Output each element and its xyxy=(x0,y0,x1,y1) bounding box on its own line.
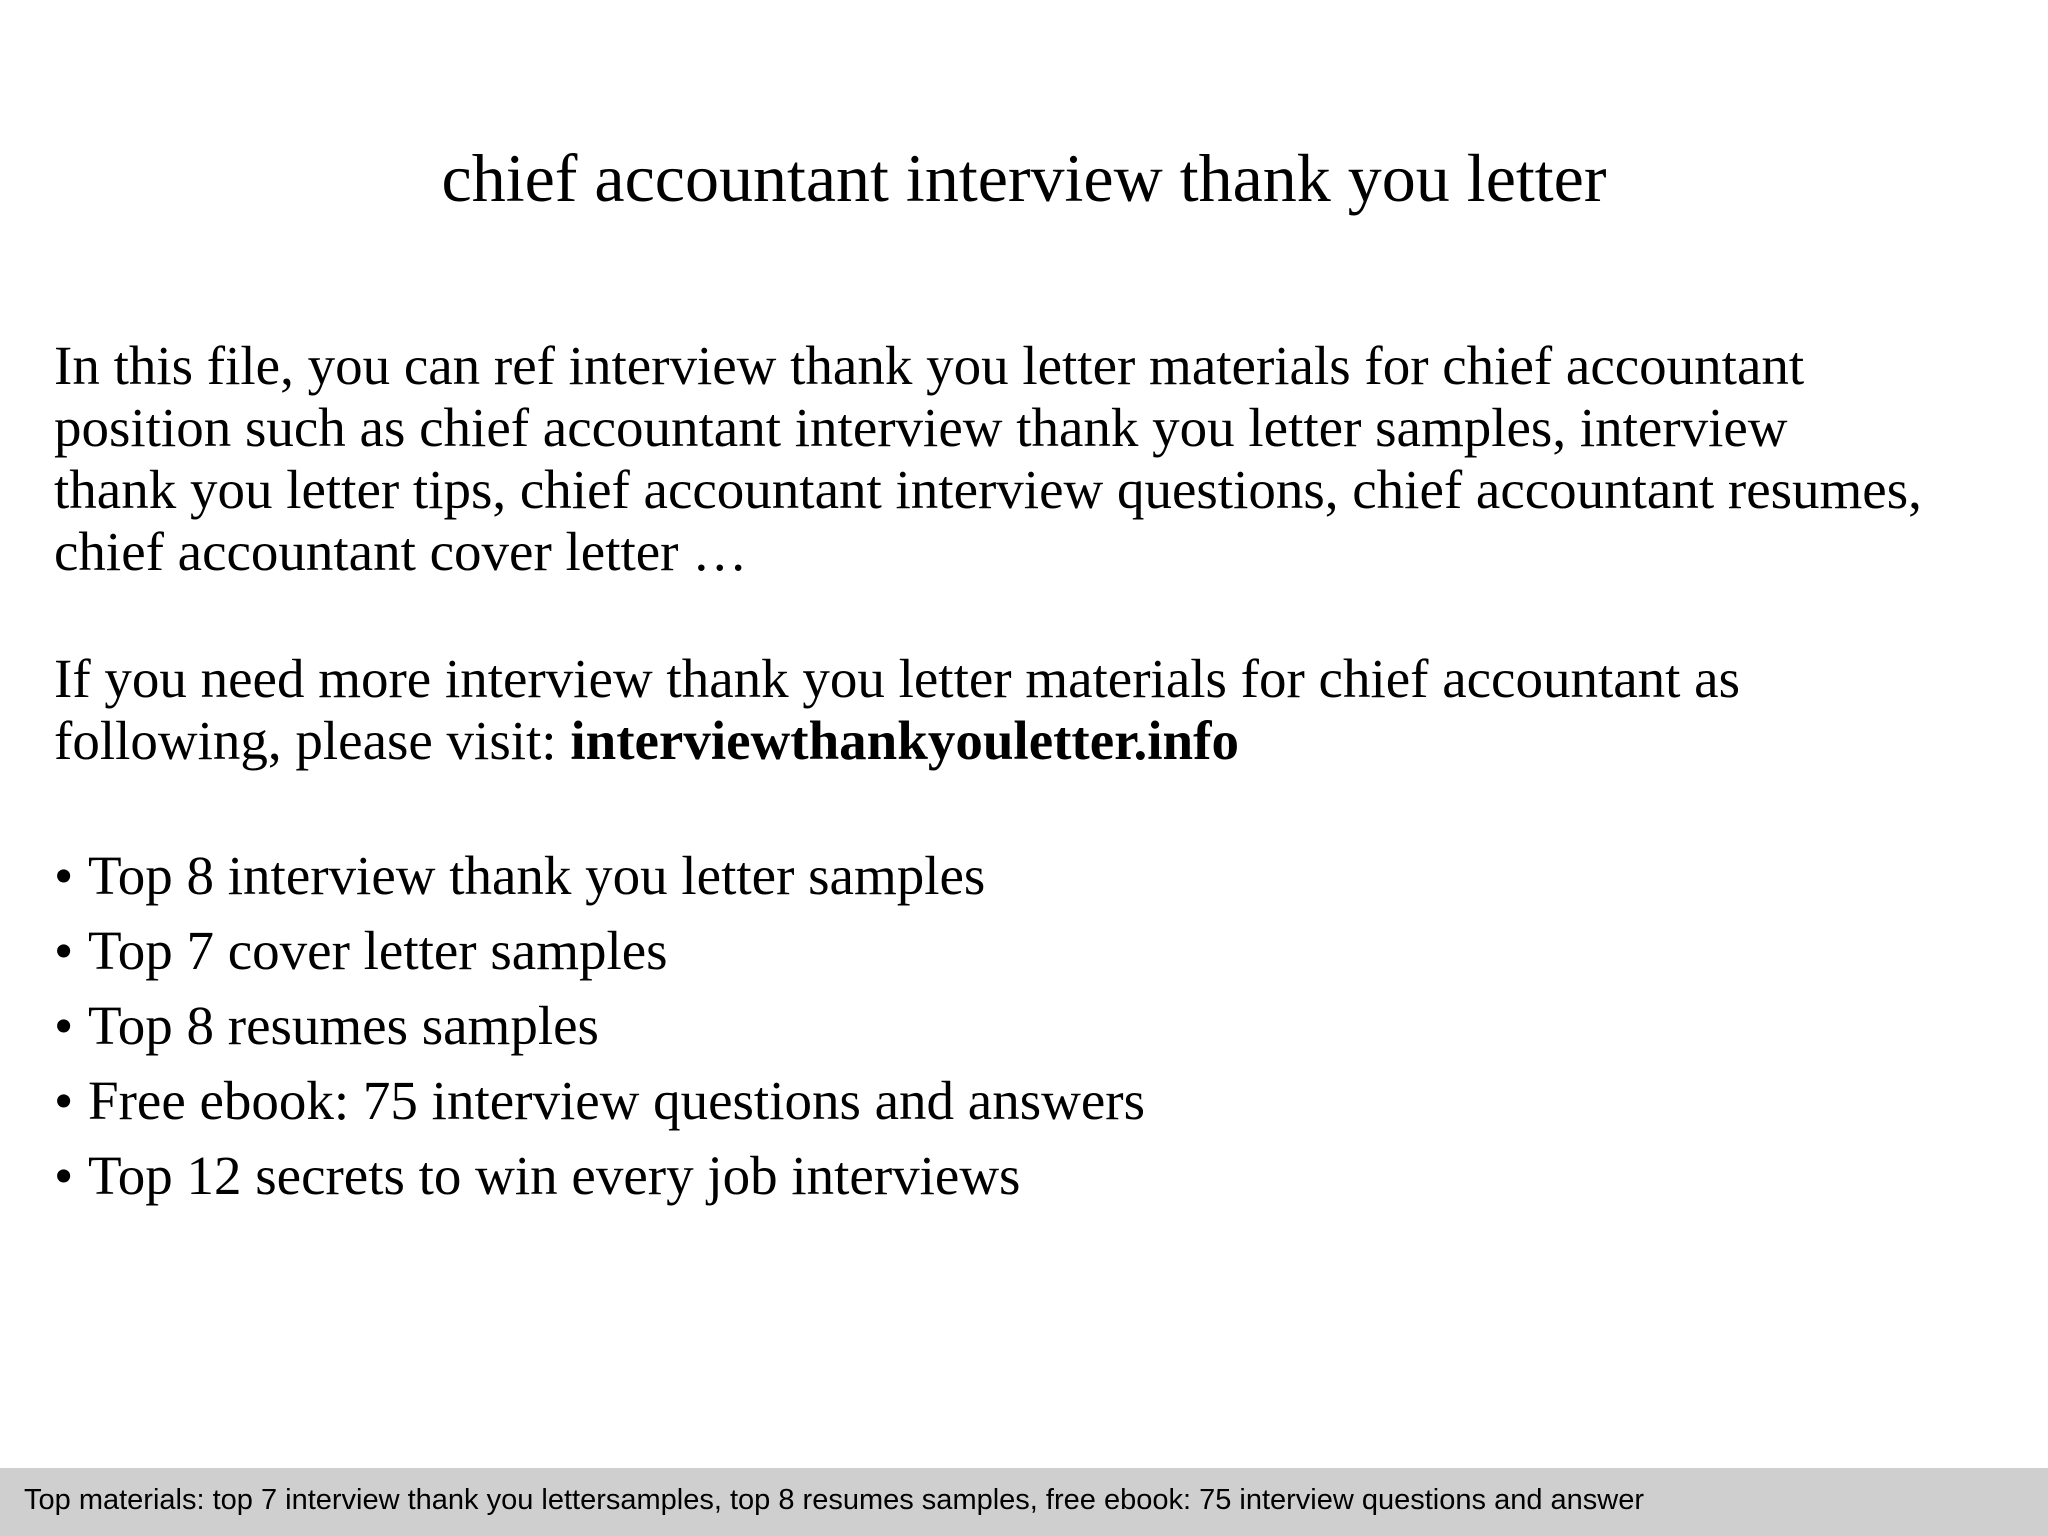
visit-line: If you need more interview thank you letter materials for chief accountant as xyxy=(54,648,1740,709)
intro-line: thank you letter tips, chief accountant interview questions, chief accountant resumes, xyxy=(54,459,1922,520)
list-item xyxy=(54,988,1145,1063)
list-item-label: Free ebook: 75 interview questions and answers xyxy=(88,1070,1145,1131)
intro-line: In this file, you can ref interview thank you letter materials for chief accountant xyxy=(54,335,1805,396)
materials-list xyxy=(54,838,1145,1213)
site-link[interactable]: interviewthankyouletter.info xyxy=(570,710,1239,771)
list-item xyxy=(54,1138,1145,1213)
bullet-icon: • xyxy=(54,1070,74,1131)
visit-paragraph xyxy=(54,648,2014,772)
page-title: chief accountant interview thank you letter xyxy=(441,140,1607,216)
list-item xyxy=(54,913,1145,988)
intro-line: chief accountant cover letter … xyxy=(54,521,748,582)
bullet-icon: • xyxy=(54,845,74,906)
list-item xyxy=(54,838,1145,913)
bullet-icon: • xyxy=(54,995,74,1056)
footer-text: Top materials: top 7 interview thank you lettersamples, top 8 resumes samples, free ebook: 75 interview questions and answer xyxy=(24,1484,1644,1516)
bullet-icon: • xyxy=(54,1145,74,1206)
list-item xyxy=(54,1063,1145,1138)
intro-line: position such as chief accountant interview thank you letter samples, interview xyxy=(54,397,1788,458)
bullet-icon: • xyxy=(54,920,74,981)
list-item-label: Top 7 cover letter samples xyxy=(88,920,668,981)
footer-bar xyxy=(0,1468,2048,1536)
visit-prefix: following, please visit: xyxy=(54,710,571,771)
list-item-label: Top 12 secrets to win every job interviews xyxy=(88,1145,1021,1206)
list-item-label: Top 8 interview thank you letter samples xyxy=(88,845,986,906)
visit-line xyxy=(54,710,2014,772)
list-item-label: Top 8 resumes samples xyxy=(88,995,599,1056)
intro-paragraph xyxy=(54,335,2014,583)
